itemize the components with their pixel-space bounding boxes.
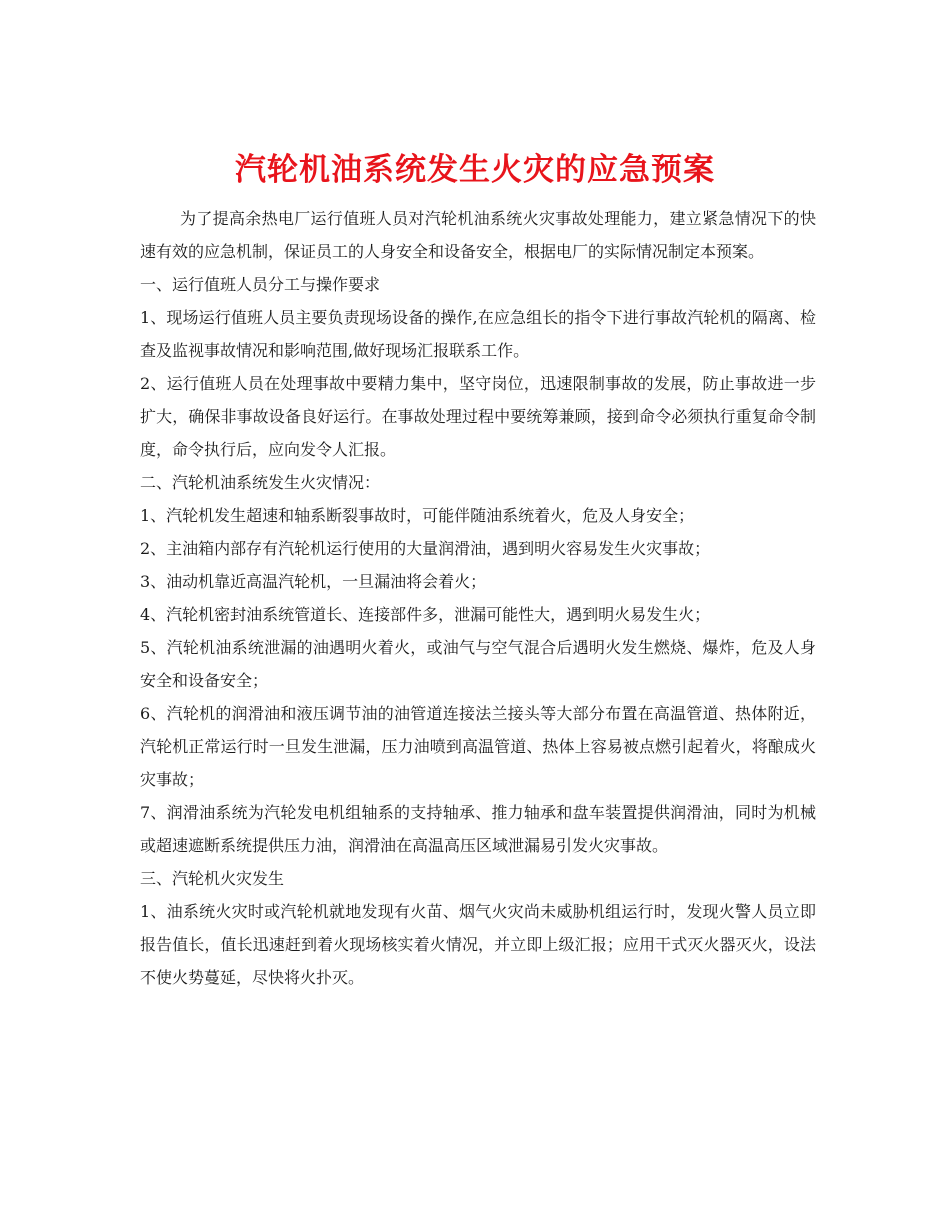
section-heading: 一、运行值班人员分工与操作要求 [140, 275, 381, 294]
list-item: 2、主油箱内部存有汽轮机运行使用的大量润滑油，遇到明火容易发生火灾事故； [140, 539, 711, 558]
list-item: 1、油系统火灾时或汽轮机就地发现有火苗、烟气火灾尚未威胁机组运行时，发现火警人员立即报告值长，值长迅速赶到着火现场核实着火情况，并立即上级汇报；应用干式灭火器灭火，设法不使火势蔓延，尽快将火扑灭。 [140, 902, 816, 987]
intro-paragraph: 为了提高余热电厂运行值班人员对汽轮机油系统火灾事故处理能力，建立紧急情况下的快速有效的应急机制，保证员工的人身安全和设备安全，根据电厂的实际情况制定本预案。 [140, 209, 816, 261]
list-item: 1、现场运行值班人员主要负责现场设备的操作,在应急组长的指令下进行事故汽轮机的隔离、检查及监视事故情况和影响范围,做好现场汇报联系工作。 [140, 308, 816, 360]
list-item: 6、汽轮机的润滑油和液压调节油的油管道连接法兰接头等大部分布置在高温管道、热体附近，汽轮机正常运行时一旦发生泄漏，压力油喷到高温管道、热体上容易被点燃引起着火，将酿成火灾事故； [140, 704, 816, 789]
document-title: 汽轮机油系统发生火灾的应急预案 [235, 151, 715, 188]
list-item: 2、运行值班人员在处理事故中要精力集中，坚守岗位，迅速限制事故的发展，防止事故进一步扩大，确保非事故设备良好运行。在事故处理过程中要统筹兼顾，接到命令必须执行重复命令制度，命令执行后，应向发令人汇报。 [140, 374, 816, 459]
list-item: 1、汽轮机发生超速和轴系断裂事故时，可能伴随油系统着火，危及人身安全； [140, 506, 695, 525]
section-heading: 二、汽轮机油系统发生火灾情况： [140, 473, 381, 492]
list-item: 4、汽轮机密封油系统管道长、连接部件多，泄漏可能性大，遇到明火易发生火； [140, 605, 711, 624]
section-heading: 三、汽轮机火灾发生 [140, 869, 285, 888]
list-item: 5、汽轮机油系统泄漏的油遇明火着火，或油气与空气混合后遇明火发生燃烧、爆炸，危及人身安全和设备安全； [140, 638, 816, 690]
list-item: 3、油动机靠近高温汽轮机，一旦漏油将会着火； [140, 572, 487, 591]
list-item: 7、润滑油系统为汽轮发电机组轴系的支持轴承、推力轴承和盘车装置提供润滑油，同时为机械或超速遮断系统提供压力油，润滑油在高温高压区域泄漏易引发火灾事故。 [140, 803, 816, 855]
document-body [140, 202, 816, 994]
